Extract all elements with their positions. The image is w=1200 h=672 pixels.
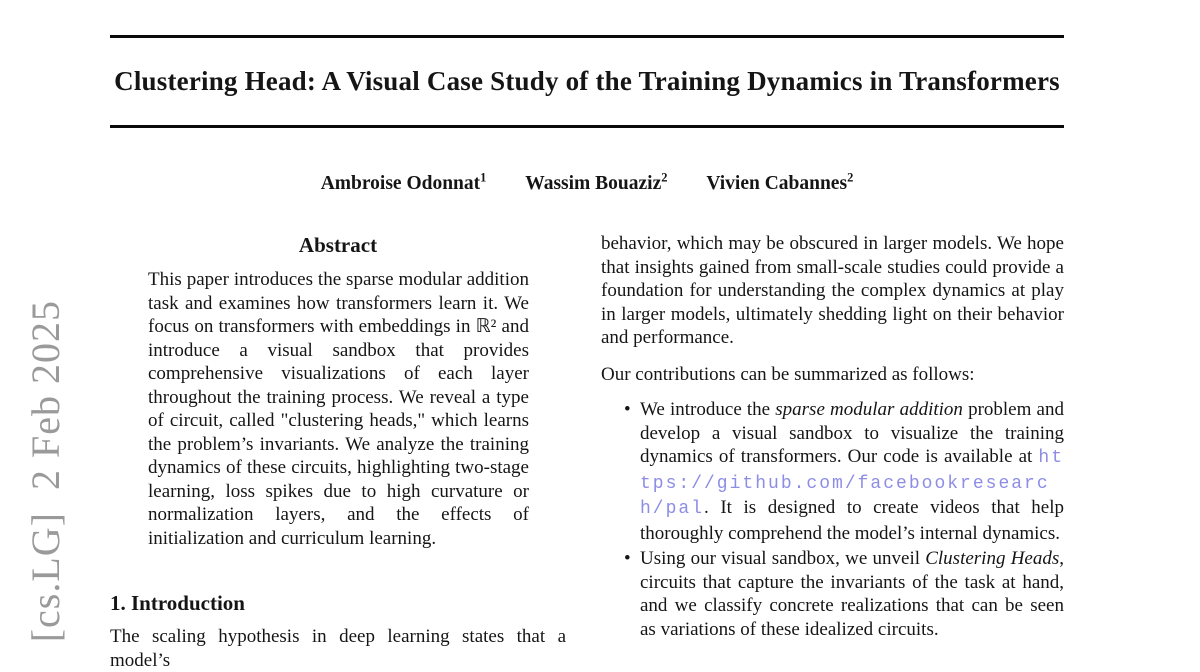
author-bouaziz: [525, 170, 668, 194]
abstract-body: This paper introduces the sparse modular addition task and examines how transformers learn it. We focus on transformers with embeddings in ℝ² and introduce a visual sandbox that provides comprehensive visualizations of each layer throughout the training process. We reveal a type of circuit, called "clustering heads," which learns the problem’s invariants. We analyze the training dynamics of these circuits, highlighting two-stage learning, loss spikes due to high curvature or normalization layers, and the effects of initialization and curriculum learning.: [148, 269, 529, 549]
bullet-text: We introduce the: [640, 399, 776, 420]
author-odonnat: [320, 170, 487, 194]
bullet-text: problem and develop a visual sandbox to visualize the training dynamics of transformers. Our code is available at: [640, 399, 1064, 467]
section-heading-introduction: 1. Introduction: [110, 591, 245, 615]
author-affiliation-sup: 2: [661, 170, 668, 184]
introduction-first-line: The scaling hypothesis in deep learning states that a model’s: [110, 626, 566, 671]
title-rule-bottom: [110, 125, 1064, 128]
abstract-heading: Abstract: [298, 233, 378, 257]
left-column: [110, 233, 566, 672]
term-sparse-modular-addition: sparse modular addition: [775, 399, 963, 420]
author-affiliation-sup: 1: [480, 170, 487, 184]
github-repo-link[interactable]: https://github.com/facebookresearch/pal: [640, 448, 1064, 519]
list-item-clustering-heads: [640, 547, 1064, 641]
author-list: [110, 170, 1064, 195]
list-item-sandbox: [640, 398, 1064, 545]
arxiv-watermark: [cs.LG] 2 Feb 2025: [23, 300, 68, 643]
paper-title: Clustering Head: A Visual Case Study of the Training Dynamics in Transformers: [114, 66, 1060, 96]
continued-paragraph: behavior, which may be obscured in larger models. We hope that insights gained from small-scale studies could provide a foundation for understanding the complex dynamics at play in larger models, ultimately shedding light on their behavior and performance.: [601, 233, 1064, 348]
bullet-text: , circuits that capture the invariants of the task at hand, and we classify concrete realizations that can be seen as variations of these idealized circuits.: [640, 548, 1064, 640]
author-affiliation-sup: 2: [847, 170, 854, 184]
contributions-list: [601, 398, 1064, 641]
contributions-lead-in: Our contributions can be summarized as follows:: [601, 363, 975, 385]
bullet-text: . It is designed to create videos that help thoroughly comprehend the model’s internal dynamics.: [640, 497, 1064, 544]
bullet-text: Using our visual sandbox, we unveil: [640, 548, 926, 569]
author-cabannes: [706, 170, 854, 194]
right-column: [601, 232, 1064, 643]
term-clustering-heads: Clustering Heads: [925, 548, 1060, 569]
author-name: Wassim Bouaziz: [525, 172, 662, 194]
author-name: Ambroise Odonnat: [320, 172, 481, 194]
title-rule-top: [110, 35, 1064, 38]
author-name: Vivien Cabannes: [706, 172, 848, 194]
